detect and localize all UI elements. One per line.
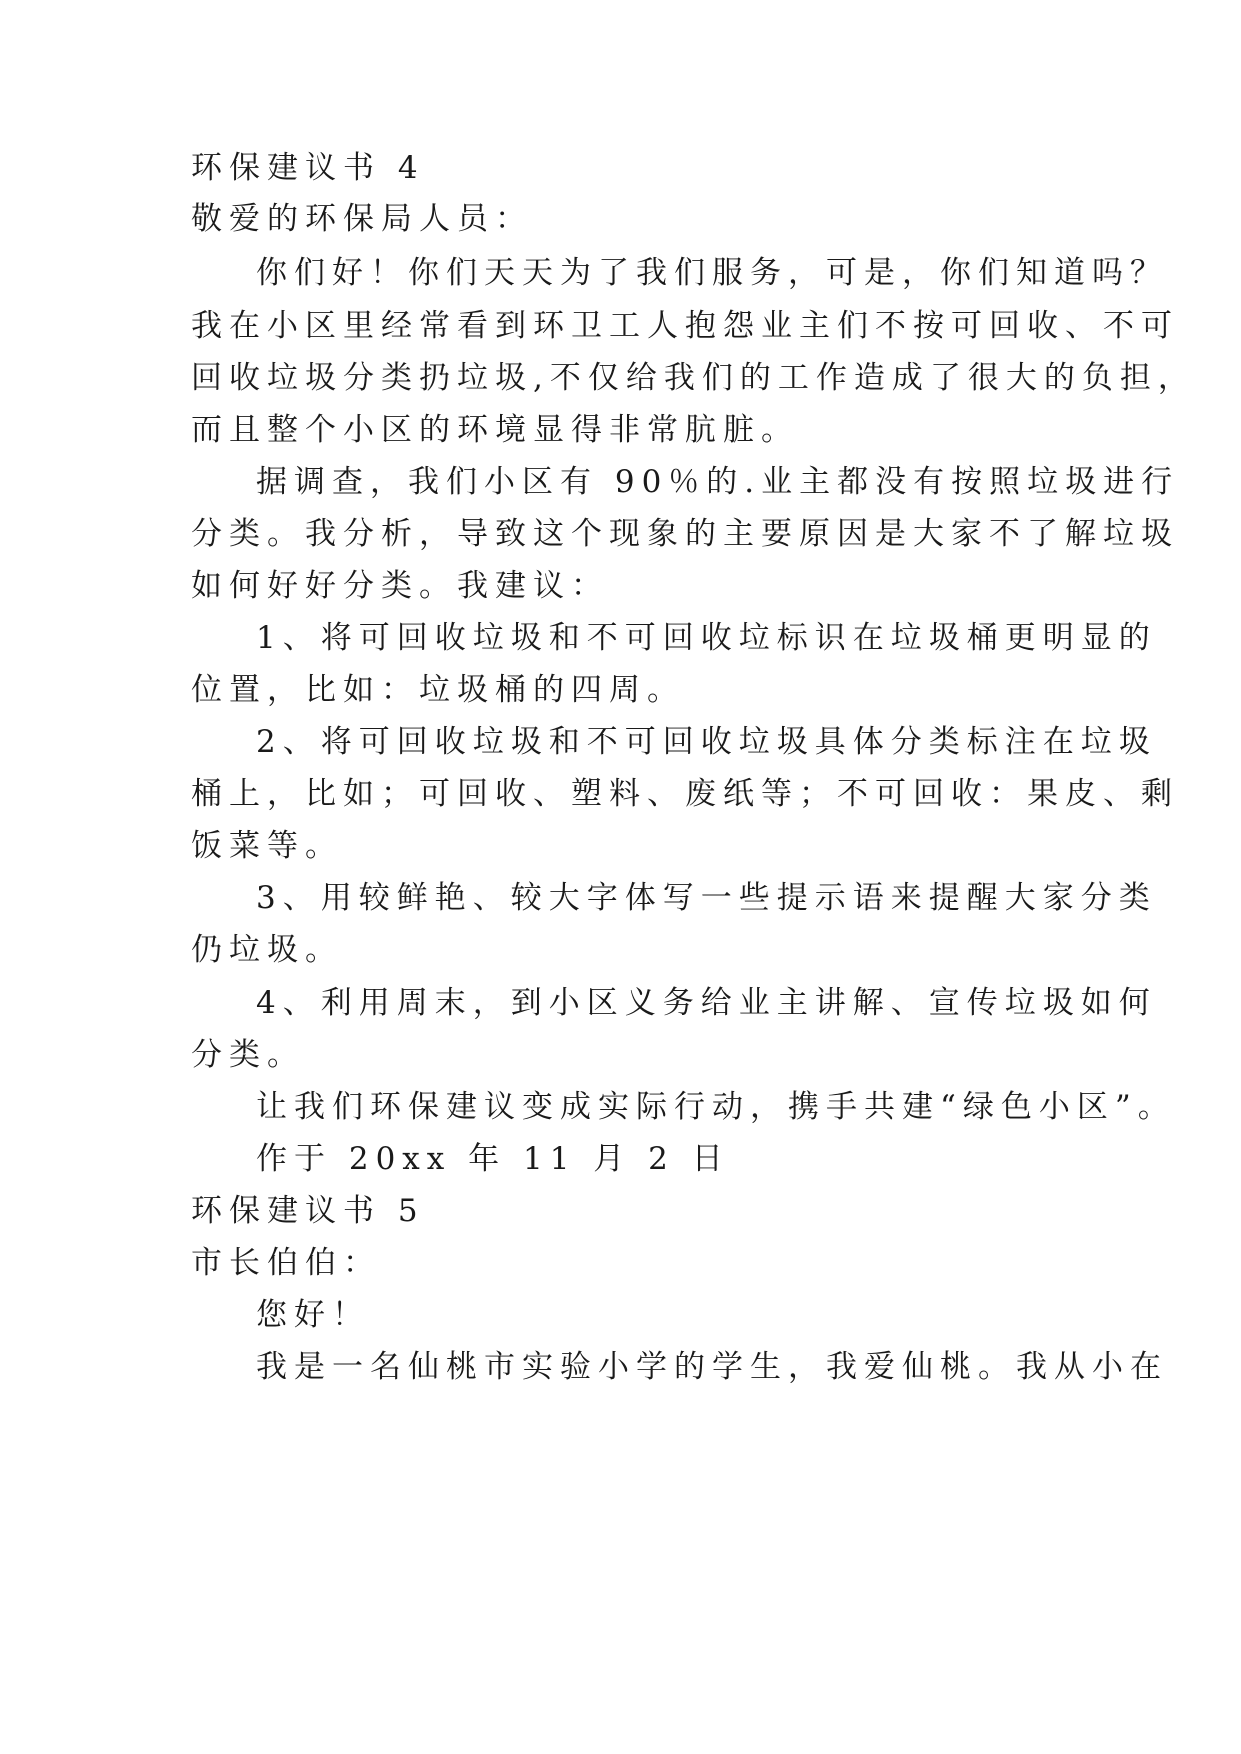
- closing-line: 让我们环保建议变成实际行动，携手共建“绿色小区”。: [256, 1089, 1176, 1125]
- list-item-3-cont: 仍垃圾。: [191, 932, 343, 968]
- paragraph-line: 回收垃圾分类扔垃圾,不仅给我们的工作造成了很大的负担，: [191, 360, 1196, 396]
- paragraph-line: 我在小区里经常看到环卫工人抱怨业主们不按可回收、不可: [191, 308, 1179, 344]
- list-item-1-cont: 位置，比如：垃圾桶的四周。: [191, 672, 685, 708]
- list-item-4-cont: 分类。: [191, 1037, 305, 1073]
- paragraph-line: 而且整个小区的环境显得非常肮脏。: [191, 412, 799, 448]
- greeting: 您好！: [256, 1297, 370, 1333]
- list-item-2-cont: 饭菜等。: [191, 828, 343, 864]
- list-item-3: 3、用较鲜艳、较大字体写一些提示语来提醒大家分类: [256, 880, 1157, 916]
- paragraph-line: 如何好好分类。我建议：: [191, 568, 609, 604]
- date-line: 作于 20xx 年 11 月 2 日: [256, 1141, 730, 1177]
- list-item-2-cont: 桶上，比如；可回收、塑料、废纸等；不可回收：果皮、剩: [191, 776, 1179, 812]
- paragraph-line: 你们好！你们天天为了我们服务，可是，你们知道吗？: [256, 255, 1168, 291]
- list-item-4: 4、利用周末，到小区义务给业主讲解、宣传垃圾如何: [256, 985, 1157, 1021]
- list-item-1: 1、将可回收垃圾和不可回收垃标识在垃圾桶更明显的: [256, 620, 1157, 656]
- salutation: 市长伯伯：: [191, 1245, 381, 1281]
- paragraph-line: 据调查，我们小区有 90％的.业主都没有按照垃圾进行: [256, 464, 1180, 500]
- paragraph-line: 我是一名仙桃市实验小学的学生，我爱仙桃。我从小在: [256, 1349, 1168, 1385]
- list-item-2: 2、将可回收垃圾和不可回收垃圾具体分类标注在垃圾: [256, 724, 1157, 760]
- section-title: 环保建议书 4: [191, 150, 425, 186]
- salutation: 敬爱的环保局人员：: [191, 201, 533, 237]
- paragraph-line: 分类。我分析，导致这个现象的主要原因是大家不了解垃圾: [191, 516, 1179, 552]
- section-title: 环保建议书 5: [191, 1193, 425, 1229]
